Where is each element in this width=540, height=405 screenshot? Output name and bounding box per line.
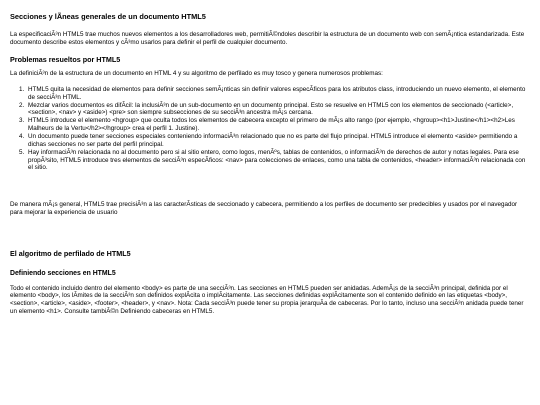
conclusion-paragraph: De manera mÃ¡s general, HTML5 trae precisiÃ³n a las caracterÃsticas de seccionado y cabecera, permitiendo a los perfiles de documento ser predecibles y usados por el navegador para mejorar la experiencia de usuario <box>10 201 518 217</box>
problems-intro-paragraph: La definiciÃ³n de la estructura de un documento en HTML 4 y su algoritmo de perfilado es muy tosco y genera numerosos problemas: <box>10 69 383 77</box>
defining-sections-paragraph: Todo el contenido incluido dentro del elemento <body> es parte de una secciÃ³n. Las secciones en HTML5 pueden ser anidadas. AdemÃ¡s de la secciÃ³n principal, definida por el elemento <body>, los lÃmites de la secciÃ³n son definidos explÃcita o implÃcitamente. Las secciones definidas explÃcitamente son el contenido definido en las etiquetas <body>, <section>, <article>, <aside>, <footer>, <header>, y <nav>. Nota: Cada secciÃ³n puede tener su propia jerarquÃa de cabeceras. Por lo tanto, incluso una secciÃ³n anidada puede tener un elemento <h1>. Consulte tambiÃ©n Definiendo cabeceras en HTML5. <box>10 284 524 316</box>
page-title: Secciones y lÃneas generales de un documento HTML5 <box>10 12 206 21</box>
list-item: 3. HTML5 introduce el elemento <hgroup> que oculta todos los elementos de cabecera excepto el primero de mÃ¡s alto rango (por ejemplo, <hgroup><h1>Justine</h1><h2>Les Malheurs de la Vertu</h2></hgroup> crea el perfil 1. Justine). <box>26 117 530 133</box>
problems-heading: Problemas resueltos por HTML5 <box>10 54 121 64</box>
algorithm-heading: El algoritmo de perfilado de HTML5 <box>10 249 131 258</box>
list-item: 2. Mezclar varios documentos es difÃcil: la inclusiÃ³n de un sub-documento en un documento principal. Esto se resuelve en HTML5 con los elementos de seccionado (<article>, <section>, <nav> y <aside>) <pre> son siempre subsecciones de su secciÃ³n ancestra mÃ¡s cercana. <box>26 102 530 118</box>
list-item: 1. HTML5 quita la necesidad de elementos para definir secciones semÃ¡nticas sin definir valores especÃficos para los atributos class, introduciendo un nuevo elemento, el elemento de secciÃ³n HTML. <box>26 86 530 102</box>
defining-sections-heading: Definiendo secciones en HTML5 <box>10 270 116 277</box>
intro-paragraph: La especificaciÃ³n HTML5 trae muchos nuevos elementos a los desarrolladores web, permitiÃ©ndoles describir la estructura de un documento web con semÃ¡ntica estandarizada. Este documento describe estos elementos y cÃ³mo usarlos para definir el perfil de cualquier documento. <box>10 31 525 47</box>
problems-list <box>10 86 530 172</box>
list-item: 5. Hay informaciÃ³n relacionada no al documento pero si al sitio entero, como logos, menÃºs, tablas de contenidos, o informaciÃ³n de derechos de autor y notas legales. Para ese propÃ³sito, HTML5 introduce tres elementos de secciÃ³n especÃficos: <nav> para colecciones de enlaces, como una tabla de contenidos, <header> informaciÃ³n relacionada con el sitio. <box>26 149 530 173</box>
list-item: 4. Un documento puede tener secciones especiales conteniendo informaciÃ³n relacionado que no es parte del flujo principal. HTML5 introduce el elemento <aside> permitiendo a dichas secciones no ser parte del perfil principal. <box>26 133 530 149</box>
